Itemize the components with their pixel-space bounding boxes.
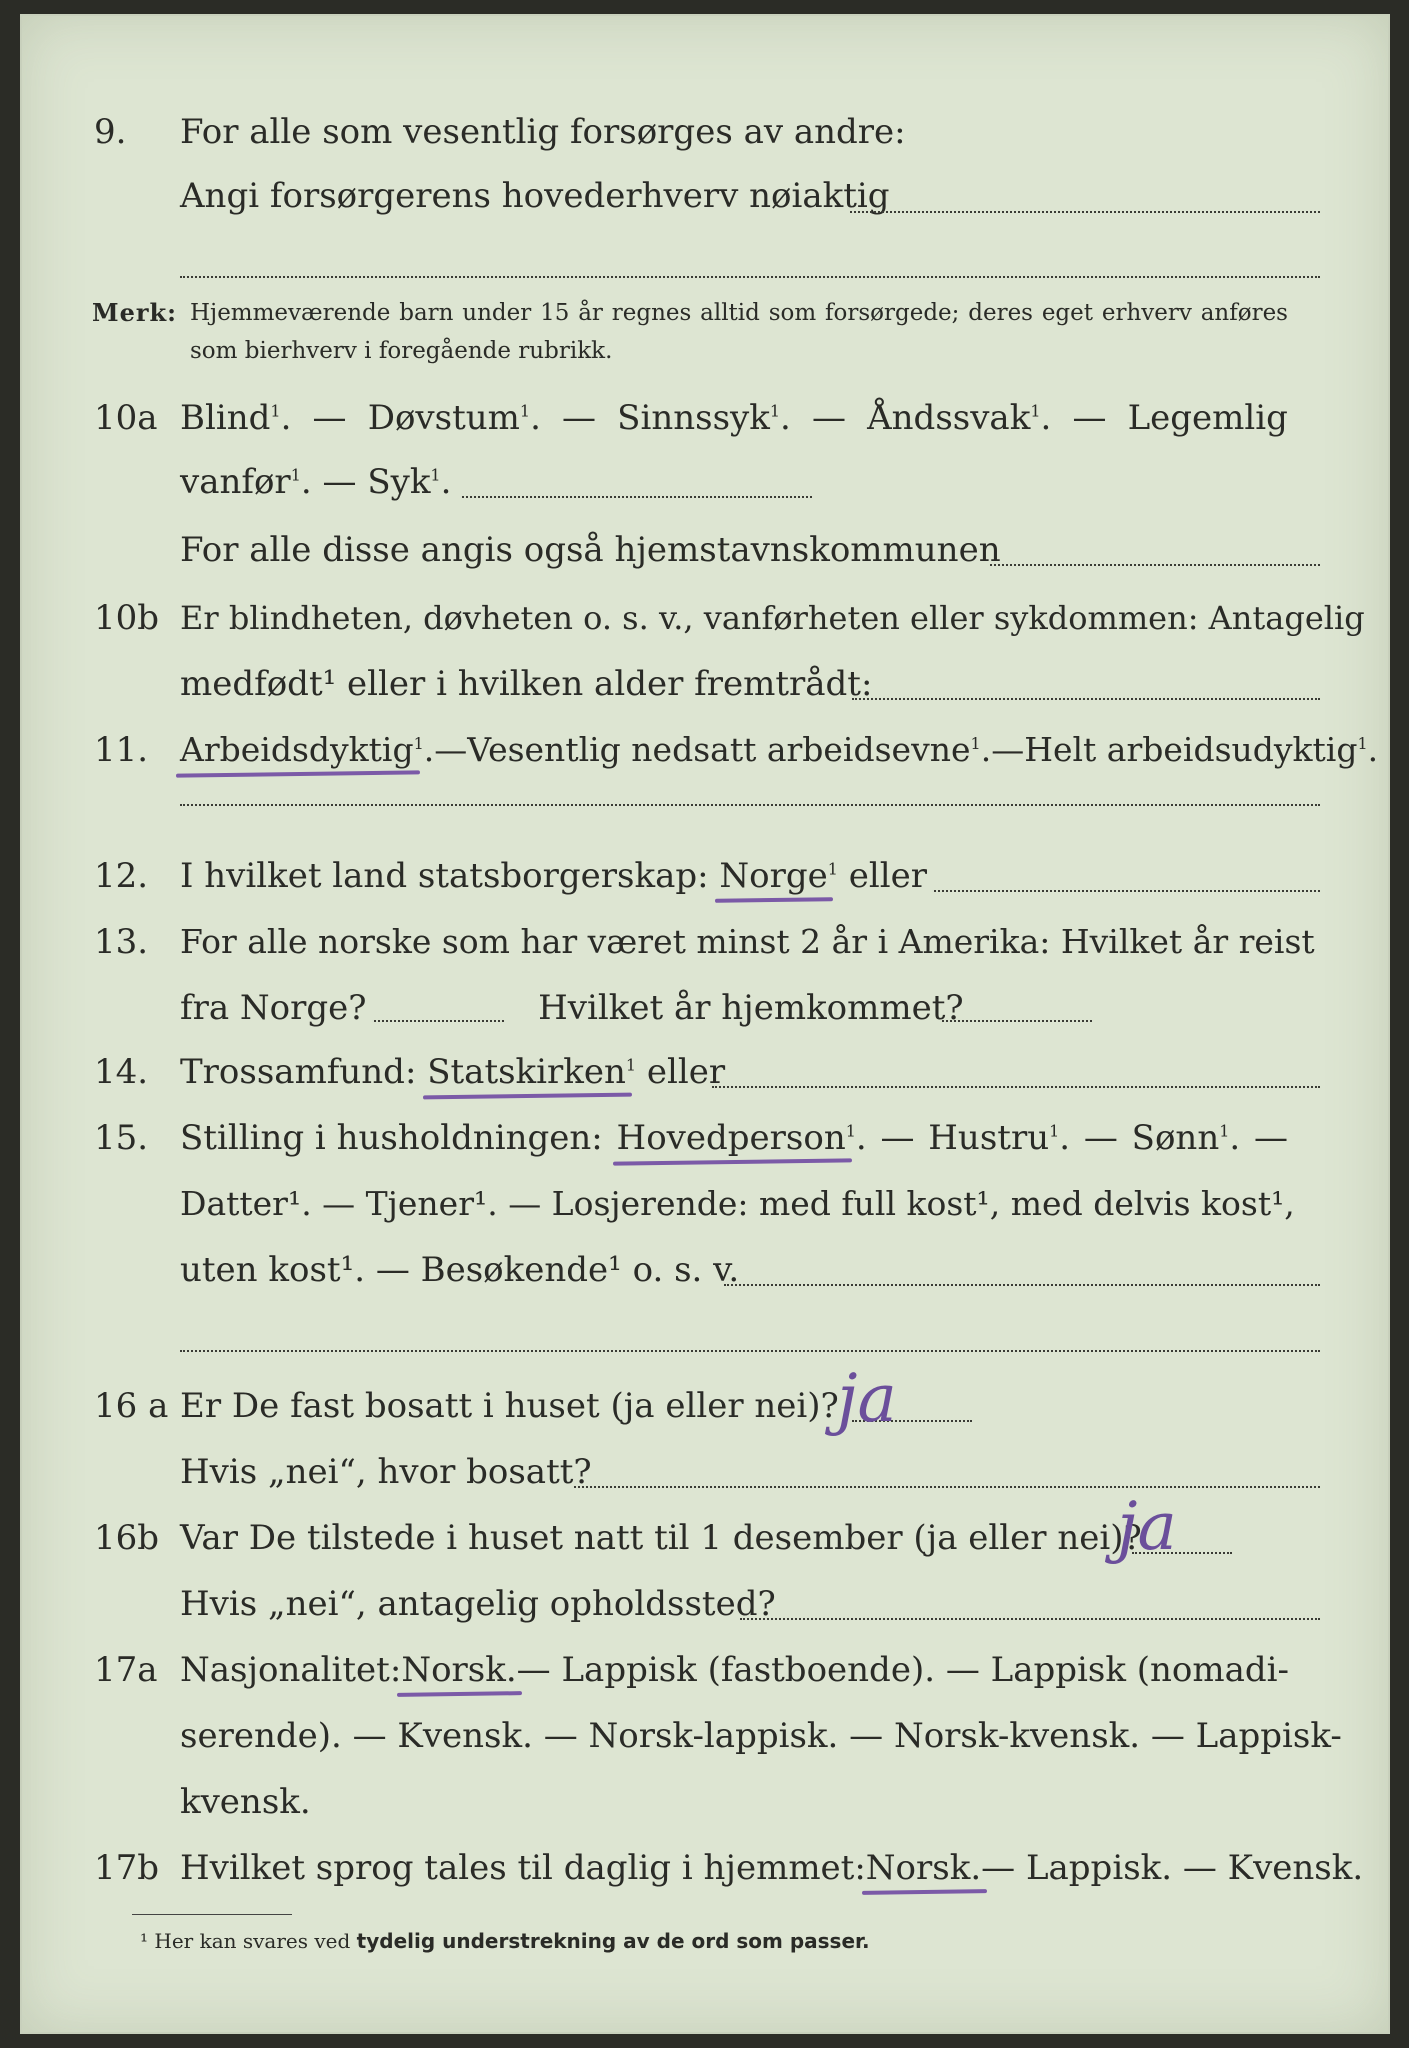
q12-line: 12. I hvilket land statsborgerskap: Norge$^1$ eller: [22, 846, 1388, 906]
footnote-plain: Her kan svares ved: [154, 1929, 351, 1953]
q12-number: 12.: [94, 856, 149, 896]
opt-andssvak[interactable]: Åndssvak: [867, 398, 1031, 438]
q16b-where-line[interactable]: [740, 1618, 1320, 1620]
q13-text: For alle norske som har været minst 2 år i Amerika: Hvilket år reist: [180, 922, 1315, 961]
q15-text: Stilling i husholdningen:: [180, 1118, 603, 1158]
opt-blind[interactable]: Blind: [180, 398, 271, 438]
q15-options-2[interactable]: Datter¹. — Tjener¹. — Losjerende: med full kost¹, med delvis kost¹,: [180, 1184, 1295, 1223]
q11-number: 11.: [94, 730, 149, 770]
q16a-where-line[interactable]: [574, 1486, 1320, 1488]
q13-reist-line[interactable]: [374, 1020, 504, 1022]
q16b-line1: [22, 1508, 1388, 1568]
opt-norsk-sprog[interactable]: Norsk.: [866, 1838, 981, 1898]
q12-answer-line[interactable]: [934, 890, 1320, 892]
q15-number: 15.: [94, 1118, 149, 1158]
q17b-line: [22, 1838, 1388, 1898]
q17a-line3: [22, 1772, 1388, 1832]
q12-eller: eller: [848, 856, 927, 896]
opt-arbeidsdyktig[interactable]: Arbeidsdyktig: [180, 720, 414, 780]
q10a-home-line[interactable]: [990, 564, 1320, 566]
q10b-line1: [22, 588, 1388, 648]
q9-prompt: Angi forsørgerens hovederhverv nøiaktig: [180, 176, 890, 216]
q10a-syk-line[interactable]: [462, 496, 812, 498]
footnote-mark: ¹: [140, 1929, 149, 1953]
q13-line2: [22, 978, 1388, 1038]
q16b-number: 16b: [94, 1518, 160, 1558]
q17b-options[interactable]: — Lappisk. — Kvensk.: [981, 1848, 1364, 1888]
opt-legemlig[interactable]: Legemlig: [1127, 398, 1288, 438]
opt-hustru[interactable]: Hustru: [928, 1118, 1050, 1158]
q16a-line1: [22, 1376, 1388, 1436]
q15-line3: [22, 1240, 1388, 1300]
q9-text: For alle som vesentlig forsørges av andre:: [180, 112, 906, 152]
q10b-answer-line[interactable]: [852, 698, 1320, 700]
q16a-handwritten-answer[interactable]: ja: [837, 1360, 897, 1437]
q10b-number: 10b: [94, 598, 160, 638]
opt-udyktig[interactable]: Helt arbeidsudyktig: [1024, 730, 1358, 769]
q11-line: 11. Arbeidsdyktig$^1$. — Vesentlig nedsatt arbeidsevne$^1$. — Helt arbeidsudyktig$^1$.: [22, 720, 1388, 780]
q13-number: 13.: [94, 922, 149, 962]
q10a-home-prompt: For alle disse angis også hjemstavnskommunen: [180, 530, 1001, 570]
opt-norsk-nasjonalitet[interactable]: Norsk.: [401, 1640, 516, 1700]
q10b-line2: [22, 654, 1388, 714]
q10a-number: 10a: [94, 398, 158, 438]
q16a-line2: [22, 1442, 1388, 1502]
q11-answer-line[interactable]: [180, 804, 1320, 806]
q16b-where-prompt: Hvis „nei“, antagelig opholdssted?: [180, 1584, 776, 1624]
opt-vanfor[interactable]: vanfør: [180, 462, 291, 502]
q10b-prompt: medfødt¹ eller i hvilken alder fremtrådt:: [180, 664, 873, 704]
q14-text: Trossamfund:: [180, 1052, 417, 1092]
merk-label: Merk:: [92, 298, 177, 327]
q10a-line3: [22, 520, 1388, 580]
q14-line: 14. Trossamfund: Statskirken$^1$ eller: [22, 1042, 1388, 1102]
opt-sonn[interactable]: Sønn: [1131, 1118, 1220, 1158]
q17a-options-1[interactable]: — Lappisk (fastboende). — Lappisk (nomadi-: [516, 1650, 1290, 1690]
q17a-options-3[interactable]: kvensk.: [180, 1782, 311, 1822]
footnote-bold: tydelig understrekning av de ord som passer.: [356, 1929, 870, 1953]
q14-number: 14.: [94, 1052, 149, 1092]
q16b-handwritten-answer[interactable]: ja: [1117, 1488, 1177, 1565]
q15-answer-line[interactable]: [724, 1284, 1320, 1286]
q9-number: 9.: [94, 112, 127, 152]
q17a-options-2[interactable]: serende). — Kvensk. — Norsk-lappisk. — Norsk-kvensk. — Lappisk-: [180, 1716, 1342, 1756]
q15-options-3[interactable]: uten kost¹. — Besøkende¹ o. s. v.: [180, 1250, 740, 1290]
q13-hjemkommet-line[interactable]: [942, 1020, 1092, 1022]
q13-reist-prompt: fra Norge?: [180, 988, 367, 1028]
q12-text: I hvilket land statsborgerskap:: [180, 856, 709, 896]
footnote: [140, 1926, 870, 1956]
q17b-text: Hvilket sprog tales til daglig i hjemmet:: [180, 1848, 866, 1888]
opt-hovedperson[interactable]: Hovedperson: [617, 1108, 846, 1168]
q9-answer-line[interactable]: [850, 211, 1320, 213]
q14-answer-line[interactable]: [712, 1086, 1320, 1088]
q14-eller: eller: [646, 1052, 726, 1092]
q17a-line1: [22, 1640, 1388, 1700]
q16a-prompt: Er De fast bosatt i huset (ja eller nei)?: [180, 1386, 839, 1426]
q17a-number: 17a: [94, 1650, 158, 1690]
q13-hjemkommet-prompt: Hvilket år hjemkommet?: [538, 988, 964, 1028]
opt-norge[interactable]: Norge: [719, 846, 827, 906]
opt-statskirken[interactable]: Statskirken: [427, 1042, 626, 1102]
opt-dovstum[interactable]: Døvstum: [367, 398, 520, 438]
q10b-text: Er blindheten, døvheten o. s. v., vanførheten eller sykdommen: Antagelig: [180, 599, 1365, 637]
opt-syk[interactable]: Syk: [367, 462, 431, 502]
merk-text: Hjemmeværende barn under 15 år regnes alltid som forsørgede; deres eget erhverv anføres som bierhverv i foregående rubrikk.: [190, 300, 1288, 364]
q9-line2: [22, 166, 1388, 226]
q13-line1: [22, 912, 1388, 972]
q17b-number: 17b: [94, 1848, 160, 1888]
q15-line1: 15. Stilling i husholdningen: Hovedperson$^1$. — Hustru$^1$. — Sønn$^1$. —: [22, 1108, 1388, 1168]
q10a-line2: vanfør$^1$. — Syk$^1$.: [180, 462, 452, 502]
q17a-line2: [22, 1706, 1388, 1766]
census-form-page: [20, 14, 1390, 2034]
footnote-rule: [132, 1914, 292, 1915]
q9-line1: [22, 102, 1388, 162]
q16b-prompt: Var De tilstede i huset natt til 1 desember (ja eller nei)?: [180, 1518, 1142, 1558]
q17a-text: Nasjonalitet:: [180, 1650, 402, 1690]
q15-answer-line-2[interactable]: [180, 1350, 1320, 1352]
q16a-number: 16 a: [94, 1386, 169, 1426]
q10a-line1: 10a Blind$^1$. — Døvstum$^1$. — Sinnssyk$^1$. — Åndssvak$^1$. — Legemlig: [22, 388, 1388, 448]
q16b-line2: [22, 1574, 1388, 1634]
opt-nedsatt[interactable]: Vesentlig nedsatt arbeidsevne: [467, 730, 971, 769]
q16a-where-prompt: Hvis „nei“, hvor bosatt?: [180, 1452, 592, 1492]
q9-answer-line-2[interactable]: [180, 276, 1320, 278]
opt-sinnssyk[interactable]: Sinnssyk: [617, 398, 770, 438]
q15-line2: [22, 1174, 1388, 1234]
